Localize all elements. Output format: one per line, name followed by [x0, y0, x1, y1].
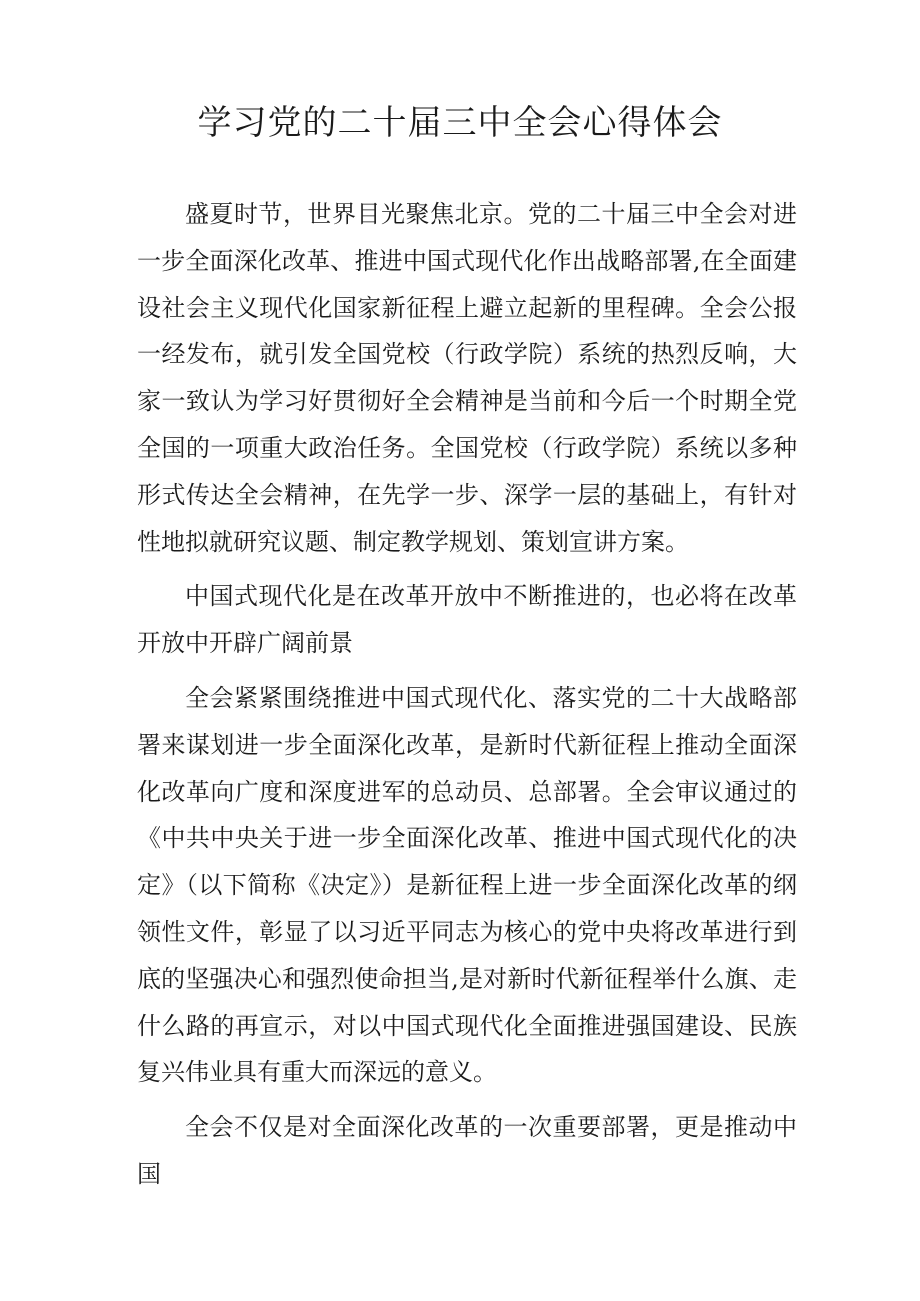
paragraph-4: 全会不仅是对全面深化改革的一次重要部署，更是推动中国 — [137, 1113, 797, 1188]
paragraph-2: 中国式现代化是在改革开放中不断推进的，也必将在改革开放中开辟广阔前景 — [137, 582, 797, 658]
paragraph-1: 盛夏时节，世界目光聚焦北京。党的二十届三中全会对进一步全面深化改革、推进中国式现代化作出战略部署,在全面建设社会主义现代化国家新征程上避立起新的里程碑。全会公报一经发布，就引发全国党校（行政学院）系统的热烈反响，大家一致认为学习好贯彻好全会精神是当前和今后一个时期全党全国的一项重大政治任务。全国党校（行政学院）系统以多种形式传达全会精神，在先学一步、深学一层的基础上，有针对性地拟就研究议题、制定教学规划、策划宣讲方案。 — [137, 200, 797, 556]
paragraph-3: 全会紧紧围绕推进中国式现代化、落实党的二十大战略部署来谋划进一步全面深化改革，是新时代新征程上推动全面深化改革向广度和深度进军的总动员、总部署。全会审议通过的《中共中央关于进一步全面深化改革、推进中国式现代化的决定》（以下简称《决定》）是新征程上进一步全面深化改革的纲领性文件，彰显了以习近平同志为核心的党中央将改革进行到底的坚强决心和强烈使命担当,是对新时代新征程举什么旗、走什么路的再宣示，对以中国式现代化全面推进强国建设、民族复兴伟业具有重大而深远的意义。 — [137, 683, 797, 1087]
document-body — [137, 191, 797, 1206]
document-title: 学习党的二十届三中全会心得体会 — [197, 103, 723, 143]
